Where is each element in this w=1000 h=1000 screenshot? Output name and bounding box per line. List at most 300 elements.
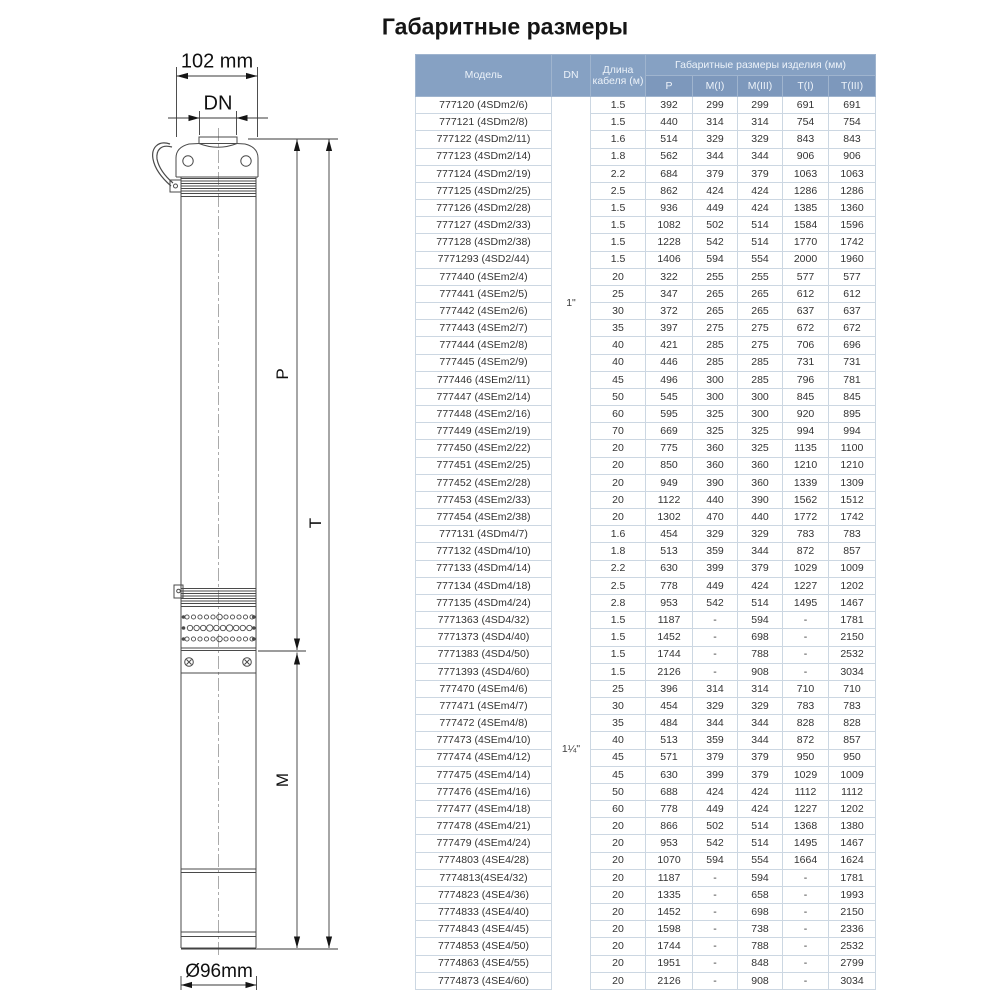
dim-t3-cell: 1380	[829, 818, 876, 835]
model-cell: 7774853 (4SE4/50)	[416, 938, 552, 955]
dim-t3-cell: 1009	[829, 560, 876, 577]
dim-t3-cell: 1210	[829, 457, 876, 474]
cable-cell: 35	[591, 320, 646, 337]
cable-cell: 35	[591, 715, 646, 732]
dim-t1-cell: 1495	[783, 835, 829, 852]
table-row	[416, 663, 876, 680]
dim-m1-cell: 390	[693, 474, 738, 491]
dim-m1-cell: 379	[693, 749, 738, 766]
dim-m3-cell: 738	[738, 921, 783, 938]
dim-p-cell: 630	[646, 560, 693, 577]
cable-cell: 1.5	[591, 200, 646, 217]
table-row	[416, 543, 876, 560]
dim-m3-cell: 314	[738, 680, 783, 697]
dim-m1-cell: 275	[693, 320, 738, 337]
dim-t3-cell: 1467	[829, 594, 876, 611]
dim-m3-cell: 594	[738, 612, 783, 629]
model-cell: 7771393 (4SD4/60)	[416, 663, 552, 680]
model-cell: 777447 (4SEm2/14)	[416, 388, 552, 405]
dim-p-cell: 778	[646, 577, 693, 594]
dim-t3-cell: 3034	[829, 663, 876, 680]
dim-t1-cell: 1029	[783, 766, 829, 783]
header-dim-m3: M(III)	[738, 76, 783, 97]
dim-t3-cell: 1624	[829, 852, 876, 869]
table-row	[416, 457, 876, 474]
dim-m3-cell: 440	[738, 509, 783, 526]
dim-t1-cell: 950	[783, 749, 829, 766]
dim-m1-cell: 379	[693, 165, 738, 182]
dim-t3-cell: 845	[829, 388, 876, 405]
dim-p-cell: 1302	[646, 509, 693, 526]
dim-m1-cell: 325	[693, 406, 738, 423]
table-row	[416, 388, 876, 405]
table-row	[416, 114, 876, 131]
dim-t3-cell: 857	[829, 732, 876, 749]
dim-p-cell: 775	[646, 440, 693, 457]
cable-cell: 20	[591, 921, 646, 938]
dim-p-cell: 396	[646, 680, 693, 697]
dim-t3-cell: 754	[829, 114, 876, 131]
cable-cell: 1.8	[591, 148, 646, 165]
dim-m3-cell: 514	[738, 818, 783, 835]
dim-t1-cell: 1112	[783, 783, 829, 800]
model-cell: 7771373 (4SD4/40)	[416, 629, 552, 646]
dim-m1-cell: 594	[693, 852, 738, 869]
dim-m3-cell: 285	[738, 354, 783, 371]
dim-t3-cell: 710	[829, 680, 876, 697]
dim-t3-cell: 781	[829, 371, 876, 388]
cable-cell: 1.5	[591, 234, 646, 251]
dim-p-cell: 936	[646, 200, 693, 217]
dim-t1-cell: -	[783, 663, 829, 680]
dim-t3-cell: 1960	[829, 251, 876, 268]
dim-t1-cell: 577	[783, 268, 829, 285]
dim-m1-cell: -	[693, 629, 738, 646]
dim-m3-cell: 329	[738, 526, 783, 543]
dim-t3-cell: 843	[829, 131, 876, 148]
dim-m1-cell: 449	[693, 200, 738, 217]
model-cell: 777471 (4SEm4/7)	[416, 698, 552, 715]
dim-t3-cell: 2532	[829, 646, 876, 663]
dim-m3-cell: 325	[738, 440, 783, 457]
header-dn: DN	[552, 55, 591, 97]
dim-t1-cell: -	[783, 904, 829, 921]
cable-cell: 1.5	[591, 612, 646, 629]
dim-p-cell: 1452	[646, 629, 693, 646]
cable-cell: 40	[591, 337, 646, 354]
dim-m1-cell: 300	[693, 371, 738, 388]
dim-m3-cell: 329	[738, 698, 783, 715]
dim-p-cell: 953	[646, 835, 693, 852]
cable-cell: 2.2	[591, 560, 646, 577]
table-row	[416, 303, 876, 320]
dim-t1-cell: 706	[783, 337, 829, 354]
dim-p-cell: 440	[646, 114, 693, 131]
cable-cell: 20	[591, 509, 646, 526]
dim-m3-cell: 848	[738, 955, 783, 972]
dim-label-t: T	[306, 517, 325, 529]
dim-t3-cell: 1512	[829, 491, 876, 508]
dim-m3-cell: 379	[738, 165, 783, 182]
dim-t1-cell: -	[783, 869, 829, 886]
dim-t1-cell: -	[783, 921, 829, 938]
dim-m1-cell: 360	[693, 440, 738, 457]
model-cell: 7774843 (4SE4/45)	[416, 921, 552, 938]
dim-t1-cell: 2000	[783, 251, 829, 268]
dim-t3-cell: 994	[829, 423, 876, 440]
dim-m3-cell: 314	[738, 114, 783, 131]
model-cell: 7774833 (4SE4/40)	[416, 904, 552, 921]
dim-t1-cell: 612	[783, 285, 829, 302]
model-cell: 7774813(4SE4/32)	[416, 869, 552, 886]
dim-m1-cell: 424	[693, 182, 738, 199]
model-cell: 7774873 (4SE4/60)	[416, 972, 552, 989]
dim-m3-cell: 379	[738, 766, 783, 783]
dim-m1-cell: -	[693, 938, 738, 955]
model-cell: 777131 (4SDm4/7)	[416, 526, 552, 543]
model-cell: 777479 (4SEm4/24)	[416, 835, 552, 852]
dim-t3-cell: 1781	[829, 612, 876, 629]
dim-t3-cell: 828	[829, 715, 876, 732]
cable-cell: 1.5	[591, 629, 646, 646]
dim-t1-cell: 783	[783, 526, 829, 543]
header-dim-t3: T(III)	[829, 76, 876, 97]
dim-p-cell: 1187	[646, 612, 693, 629]
table-row	[416, 406, 876, 423]
dim-m1-cell: 359	[693, 543, 738, 560]
dim-m3-cell: 514	[738, 835, 783, 852]
dim-m3-cell: 360	[738, 457, 783, 474]
model-cell: 777442 (4SEm2/6)	[416, 303, 552, 320]
dim-p-cell: 496	[646, 371, 693, 388]
dim-m1-cell: 449	[693, 577, 738, 594]
dim-t3-cell: 637	[829, 303, 876, 320]
dim-p-cell: 2126	[646, 972, 693, 989]
dim-t3-cell: 1742	[829, 509, 876, 526]
model-cell: 777126 (4SDm2/28)	[416, 200, 552, 217]
dim-t3-cell: 950	[829, 749, 876, 766]
header-cable-length: Длина кабеля (м)	[591, 55, 646, 97]
dim-label-dn: DN	[203, 92, 233, 115]
dim-p-cell: 571	[646, 749, 693, 766]
model-cell: 777472 (4SEm4/8)	[416, 715, 552, 732]
dim-m3-cell: 325	[738, 423, 783, 440]
dim-m3-cell: 788	[738, 938, 783, 955]
dim-m3-cell: 285	[738, 371, 783, 388]
dim-m1-cell: 344	[693, 148, 738, 165]
cable-cell: 20	[591, 955, 646, 972]
dim-p-cell: 392	[646, 97, 693, 114]
dim-p-cell: 513	[646, 732, 693, 749]
dim-p-cell: 484	[646, 715, 693, 732]
cable-cell: 20	[591, 904, 646, 921]
dim-m3-cell: 658	[738, 886, 783, 903]
header-dims-group: Габаритные размеры изделия (мм)	[646, 55, 876, 76]
pump-port	[199, 137, 237, 144]
dim-t3-cell: 1286	[829, 182, 876, 199]
model-cell: 7774863 (4SE4/55)	[416, 955, 552, 972]
header-dim-m1: M(I)	[693, 76, 738, 97]
table-row	[416, 268, 876, 285]
dim-p-cell: 1951	[646, 955, 693, 972]
cable-cell: 60	[591, 406, 646, 423]
cable-cell: 20	[591, 491, 646, 508]
dim-p-cell: 1187	[646, 869, 693, 886]
dimensions-table	[415, 54, 876, 990]
model-cell: 777473 (4SEm4/10)	[416, 732, 552, 749]
table-row	[416, 938, 876, 955]
dim-p-cell: 562	[646, 148, 693, 165]
dim-m3-cell: 344	[738, 732, 783, 749]
dim-m1-cell: 359	[693, 732, 738, 749]
dim-t3-cell: 906	[829, 148, 876, 165]
table-row	[416, 818, 876, 835]
dim-m1-cell: -	[693, 869, 738, 886]
dim-m3-cell: 908	[738, 663, 783, 680]
table-row	[416, 886, 876, 903]
table-row	[416, 285, 876, 302]
table-row	[416, 680, 876, 697]
cable-cell: 1.5	[591, 114, 646, 131]
dim-p-cell: 1406	[646, 251, 693, 268]
dim-m1-cell: 440	[693, 491, 738, 508]
dim-m1-cell: 329	[693, 131, 738, 148]
table-row	[416, 474, 876, 491]
dim-p-cell: 2126	[646, 663, 693, 680]
cable-cell: 1.5	[591, 251, 646, 268]
dim-m1-cell: 344	[693, 715, 738, 732]
table-row	[416, 131, 876, 148]
dim-m1-cell: -	[693, 904, 738, 921]
dimension-arrows	[177, 73, 333, 988]
model-cell: 777448 (4SEm2/16)	[416, 406, 552, 423]
dim-t3-cell: 3034	[829, 972, 876, 989]
dim-m1-cell: -	[693, 663, 738, 680]
dim-t1-cell: -	[783, 629, 829, 646]
dim-t1-cell: 1664	[783, 852, 829, 869]
dim-t3-cell: 1309	[829, 474, 876, 491]
dim-t1-cell: -	[783, 938, 829, 955]
dim-t1-cell: 796	[783, 371, 829, 388]
cable-cell: 1.5	[591, 97, 646, 114]
dim-t1-cell: 828	[783, 715, 829, 732]
dim-t3-cell: 1202	[829, 577, 876, 594]
cable-cell: 1.6	[591, 526, 646, 543]
dim-m3-cell: 698	[738, 904, 783, 921]
dim-p-cell: 514	[646, 131, 693, 148]
ear-hole-right	[241, 156, 251, 166]
dim-p-cell: 688	[646, 783, 693, 800]
dn-cell: 1"	[552, 97, 591, 509]
cable-cell: 45	[591, 749, 646, 766]
dim-m1-cell: 255	[693, 268, 738, 285]
table-body	[416, 97, 876, 990]
model-cell: 777444 (4SEm2/8)	[416, 337, 552, 354]
dim-t3-cell: 1112	[829, 783, 876, 800]
dim-m3-cell: 424	[738, 182, 783, 199]
cable-cell: 20	[591, 886, 646, 903]
table-row	[416, 715, 876, 732]
table-header	[416, 55, 876, 97]
model-cell: 7774803 (4SE4/28)	[416, 852, 552, 869]
dim-t1-cell: -	[783, 612, 829, 629]
cable-cell: 2.5	[591, 182, 646, 199]
dim-m3-cell: 554	[738, 852, 783, 869]
dim-t1-cell: 754	[783, 114, 829, 131]
dim-m1-cell: 542	[693, 234, 738, 251]
dim-m3-cell: 514	[738, 594, 783, 611]
model-cell: 7771383 (4SD4/50)	[416, 646, 552, 663]
cable-cell: 20	[591, 852, 646, 869]
model-cell: 777125 (4SDm2/25)	[416, 182, 552, 199]
dim-m3-cell: 300	[738, 388, 783, 405]
table-row	[416, 337, 876, 354]
dim-t1-cell: 710	[783, 680, 829, 697]
table-row	[416, 698, 876, 715]
dim-m1-cell: 470	[693, 509, 738, 526]
cable-cell: 20	[591, 818, 646, 835]
dim-m3-cell: 379	[738, 749, 783, 766]
dim-t3-cell: 696	[829, 337, 876, 354]
dim-m1-cell: 360	[693, 457, 738, 474]
model-cell: 777127 (4SDm2/33)	[416, 217, 552, 234]
dim-m3-cell: 908	[738, 972, 783, 989]
dim-t1-cell: 906	[783, 148, 829, 165]
dim-m3-cell: 379	[738, 560, 783, 577]
cable-cell: 1.8	[591, 543, 646, 560]
table-row	[416, 509, 876, 526]
dim-m1-cell: 285	[693, 337, 738, 354]
table-row	[416, 646, 876, 663]
dim-p-cell: 1452	[646, 904, 693, 921]
dim-m1-cell: 399	[693, 560, 738, 577]
dim-t3-cell: 731	[829, 354, 876, 371]
dim-m1-cell: 285	[693, 354, 738, 371]
dim-m1-cell: 594	[693, 251, 738, 268]
model-cell: 777123 (4SDm2/14)	[416, 148, 552, 165]
dim-m3-cell: 698	[738, 629, 783, 646]
dim-p-cell: 454	[646, 698, 693, 715]
dim-p-cell: 347	[646, 285, 693, 302]
dim-t1-cell: 1227	[783, 577, 829, 594]
table-row	[416, 491, 876, 508]
cable-cell: 2.5	[591, 577, 646, 594]
model-cell: 777470 (4SEm4/6)	[416, 680, 552, 697]
dim-t1-cell: 1227	[783, 801, 829, 818]
model-cell: 777440 (4SEm2/4)	[416, 268, 552, 285]
table-row	[416, 955, 876, 972]
model-cell: 777445 (4SEm2/9)	[416, 354, 552, 371]
dim-m1-cell: 502	[693, 818, 738, 835]
table-row	[416, 921, 876, 938]
dim-m1-cell: 299	[693, 97, 738, 114]
dim-m1-cell: 300	[693, 388, 738, 405]
model-cell: 777120 (4SDm2/6)	[416, 97, 552, 114]
cable-cell: 20	[591, 440, 646, 457]
model-cell: 7774823 (4SE4/36)	[416, 886, 552, 903]
dim-t1-cell: 1339	[783, 474, 829, 491]
dim-t3-cell: 783	[829, 526, 876, 543]
cable-cell: 30	[591, 698, 646, 715]
cable-cell: 1.5	[591, 663, 646, 680]
cable-cell: 70	[591, 423, 646, 440]
dim-t3-cell: 612	[829, 285, 876, 302]
dim-t1-cell: 994	[783, 423, 829, 440]
model-cell: 777449 (4SEm2/19)	[416, 423, 552, 440]
dim-p-cell: 1070	[646, 852, 693, 869]
dim-m1-cell: 542	[693, 835, 738, 852]
dim-p-cell: 1744	[646, 938, 693, 955]
dim-p-cell: 1082	[646, 217, 693, 234]
dim-m3-cell: 788	[738, 646, 783, 663]
table-row	[416, 526, 876, 543]
pump-outline	[170, 137, 258, 948]
dim-m3-cell: 424	[738, 783, 783, 800]
dim-m3-cell: 390	[738, 491, 783, 508]
dim-m1-cell: 502	[693, 217, 738, 234]
model-cell: 777135 (4SDm4/24)	[416, 594, 552, 611]
header-dim-t1: T(I)	[783, 76, 829, 97]
table-row	[416, 835, 876, 852]
dim-t3-cell: 1596	[829, 217, 876, 234]
cable-cell: 25	[591, 680, 646, 697]
cable-cell: 45	[591, 371, 646, 388]
dim-t3-cell: 2799	[829, 955, 876, 972]
dim-t3-cell: 1202	[829, 801, 876, 818]
table-row	[416, 148, 876, 165]
dim-t3-cell: 1781	[829, 869, 876, 886]
model-cell: 777474 (4SEm4/12)	[416, 749, 552, 766]
dim-t1-cell: 637	[783, 303, 829, 320]
dim-t3-cell: 895	[829, 406, 876, 423]
dim-t1-cell: 920	[783, 406, 829, 423]
dim-m1-cell: 449	[693, 801, 738, 818]
model-cell: 7771293 (4SD2/44)	[416, 251, 552, 268]
cable-cell: 1.5	[591, 646, 646, 663]
table-row	[416, 801, 876, 818]
dim-m3-cell: 360	[738, 474, 783, 491]
dim-p-cell: 1744	[646, 646, 693, 663]
dn-cell: 1¼"	[552, 509, 591, 990]
table-row	[416, 766, 876, 783]
dim-m3-cell: 329	[738, 131, 783, 148]
model-cell: 7771363 (4SD4/32)	[416, 612, 552, 629]
model-cell: 777454 (4SEm2/38)	[416, 509, 552, 526]
cable-cell: 25	[591, 285, 646, 302]
dim-t3-cell: 1063	[829, 165, 876, 182]
model-cell: 777452 (4SEm2/28)	[416, 474, 552, 491]
cable-cell: 2.8	[591, 594, 646, 611]
table-row	[416, 612, 876, 629]
table-row	[416, 354, 876, 371]
dim-p-cell: 454	[646, 526, 693, 543]
cable-cell: 2.2	[591, 165, 646, 182]
cable-cell: 20	[591, 268, 646, 285]
cable-cell: 20	[591, 972, 646, 989]
cable-cell: 1.5	[591, 217, 646, 234]
model-cell: 777478 (4SEm4/21)	[416, 818, 552, 835]
model-cell: 777133 (4SDm4/14)	[416, 560, 552, 577]
dim-t3-cell: 1993	[829, 886, 876, 903]
page-title: Габаритные размеры	[381, 13, 629, 40]
cable-cell: 20	[591, 869, 646, 886]
table-row	[416, 783, 876, 800]
dim-t3-cell: 2336	[829, 921, 876, 938]
table-row	[416, 972, 876, 989]
dim-p-cell: 1598	[646, 921, 693, 938]
dim-m3-cell: 344	[738, 543, 783, 560]
dim-p-cell: 421	[646, 337, 693, 354]
